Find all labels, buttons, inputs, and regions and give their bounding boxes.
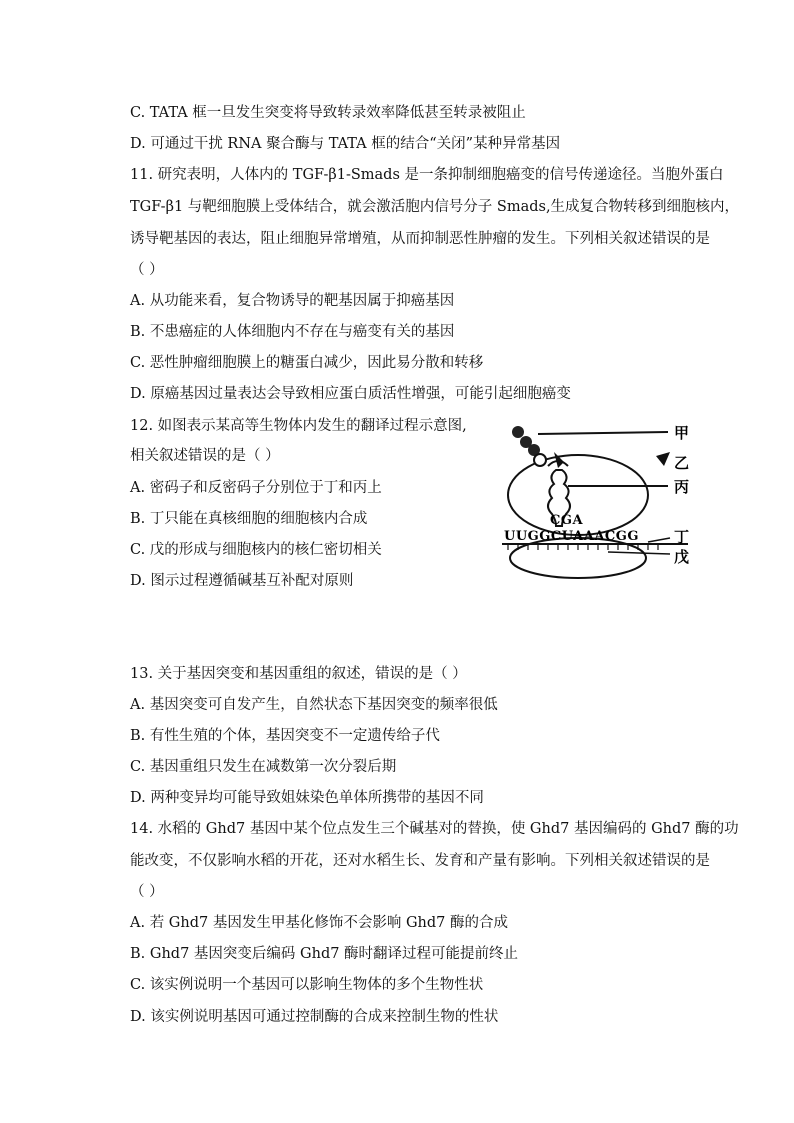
q12-stem-line2: 相关叙述错误的是（ ）	[130, 448, 280, 464]
leader-line-jia	[538, 432, 668, 434]
q13-option-b: B. 有性生殖的个体，基因突变不一定遗传给子代	[130, 728, 440, 744]
q13-option-d: D. 两种变异均可能导致姐妹染色单体所携带的基因不同	[130, 790, 484, 806]
q11-option-c: C. 恶性肿瘤细胞膜上的糖蛋白减少，因此易分散和转移	[130, 355, 484, 371]
q12-option-c: C. 戊的形成与细胞核内的核仁密切相关	[130, 542, 382, 558]
anticodon-text: CGA	[550, 513, 584, 528]
mrna-sequence-text: UUGGCUAAACGG	[504, 529, 639, 544]
leader-line-ding	[648, 538, 670, 542]
q12-stem-line1: 12. 如图表示某高等生物体内发生的翻译过程示意图,	[130, 418, 467, 434]
label-bing: 丙	[674, 478, 690, 496]
q14-stem-line1: 14. 水稻的 Ghd7 基因中某个位点发生三个碱基对的替换，使 Ghd7 基因编码的 Ghd7 酶的功	[130, 821, 739, 837]
label-ding: 丁	[674, 528, 690, 546]
q12-option-a: A. 密码子和反密码子分别位于丁和丙上	[130, 480, 382, 496]
q13-option-a: A. 基因突变可自发产生，自然状态下基因突变的频率很低	[130, 697, 498, 713]
q10-option-d: D. 可通过干扰 RNA 聚合酶与 TATA 框的结合“关闭”某种异常基因	[130, 136, 561, 152]
q11-stem-line4: （ ）	[130, 262, 164, 278]
q14-stem-line3: （ ）	[130, 884, 164, 900]
translation-diagram	[498, 420, 698, 580]
q14-option-b: B. Ghd7 基因突变后编码 Ghd7 酶时翻译过程可能提前终止	[130, 946, 519, 962]
leader-line-wu	[608, 552, 670, 554]
q14-option-d: D. 该实例说明基因可通过控制酶的合成来控制生物的性状	[130, 1009, 499, 1025]
q14-option-c: C. 该实例说明一个基因可以影响生物体的多个生物性状	[130, 977, 484, 993]
q14-option-a: A. 若 Ghd7 基因发生甲基化修饰不会影响 Ghd7 酶的合成	[130, 915, 508, 931]
q14-stem-line2: 能改变，不仅影响水稻的开花，还对水稻生长、发育和产量有影响。下列相关叙述错误的是	[130, 853, 710, 869]
peptide-bead	[512, 426, 524, 438]
free-amino-acid	[656, 452, 670, 466]
q11-option-d: D. 原癌基因过量表达会导致相应蛋白质活性增强，可能引起细胞癌变	[130, 386, 571, 402]
q11-stem-line1: 11. 研究表明，人体内的 TGF-β1-Smads 是一条抑制细胞癌变的信号传递途径。当胞外蛋白	[130, 167, 724, 183]
q11-stem-line2: TGF-β1 与靶细胞膜上受体结合，就会激活胞内信号分子 Smads,生成复合物转移到细胞核内，	[130, 199, 740, 215]
q13-option-c: C. 基因重组只发生在减数第一次分裂后期	[130, 759, 397, 775]
q11-option-b: B. 不患癌症的人体细胞内不存在与癌变有关的基因	[130, 324, 455, 340]
label-jia: 甲	[674, 424, 690, 442]
q10-option-c: C. TATA 框一旦发生突变将导致转录效率降低甚至转录被阻止	[130, 105, 526, 121]
label-wu: 戊	[674, 548, 690, 566]
q11-stem-line3: 诱导靶基因的表达，阻止细胞异常增殖，从而抑制恶性肿瘤的发生。下列相关叙述错误的是	[130, 231, 710, 247]
q12-option-b: B. 丁只能在真核细胞的细胞核内合成	[130, 511, 368, 527]
peptide-bead	[534, 454, 546, 466]
q11-option-a: A. 从功能来看，复合物诱导的靶基因属于抑癌基因	[130, 293, 455, 309]
q12-option-d: D. 图示过程遵循碱基互补配对原则	[130, 573, 354, 589]
q13-stem: 13. 关于基因突变和基因重组的叙述，错误的是（ ）	[130, 666, 467, 682]
label-yi: 乙	[674, 454, 690, 472]
